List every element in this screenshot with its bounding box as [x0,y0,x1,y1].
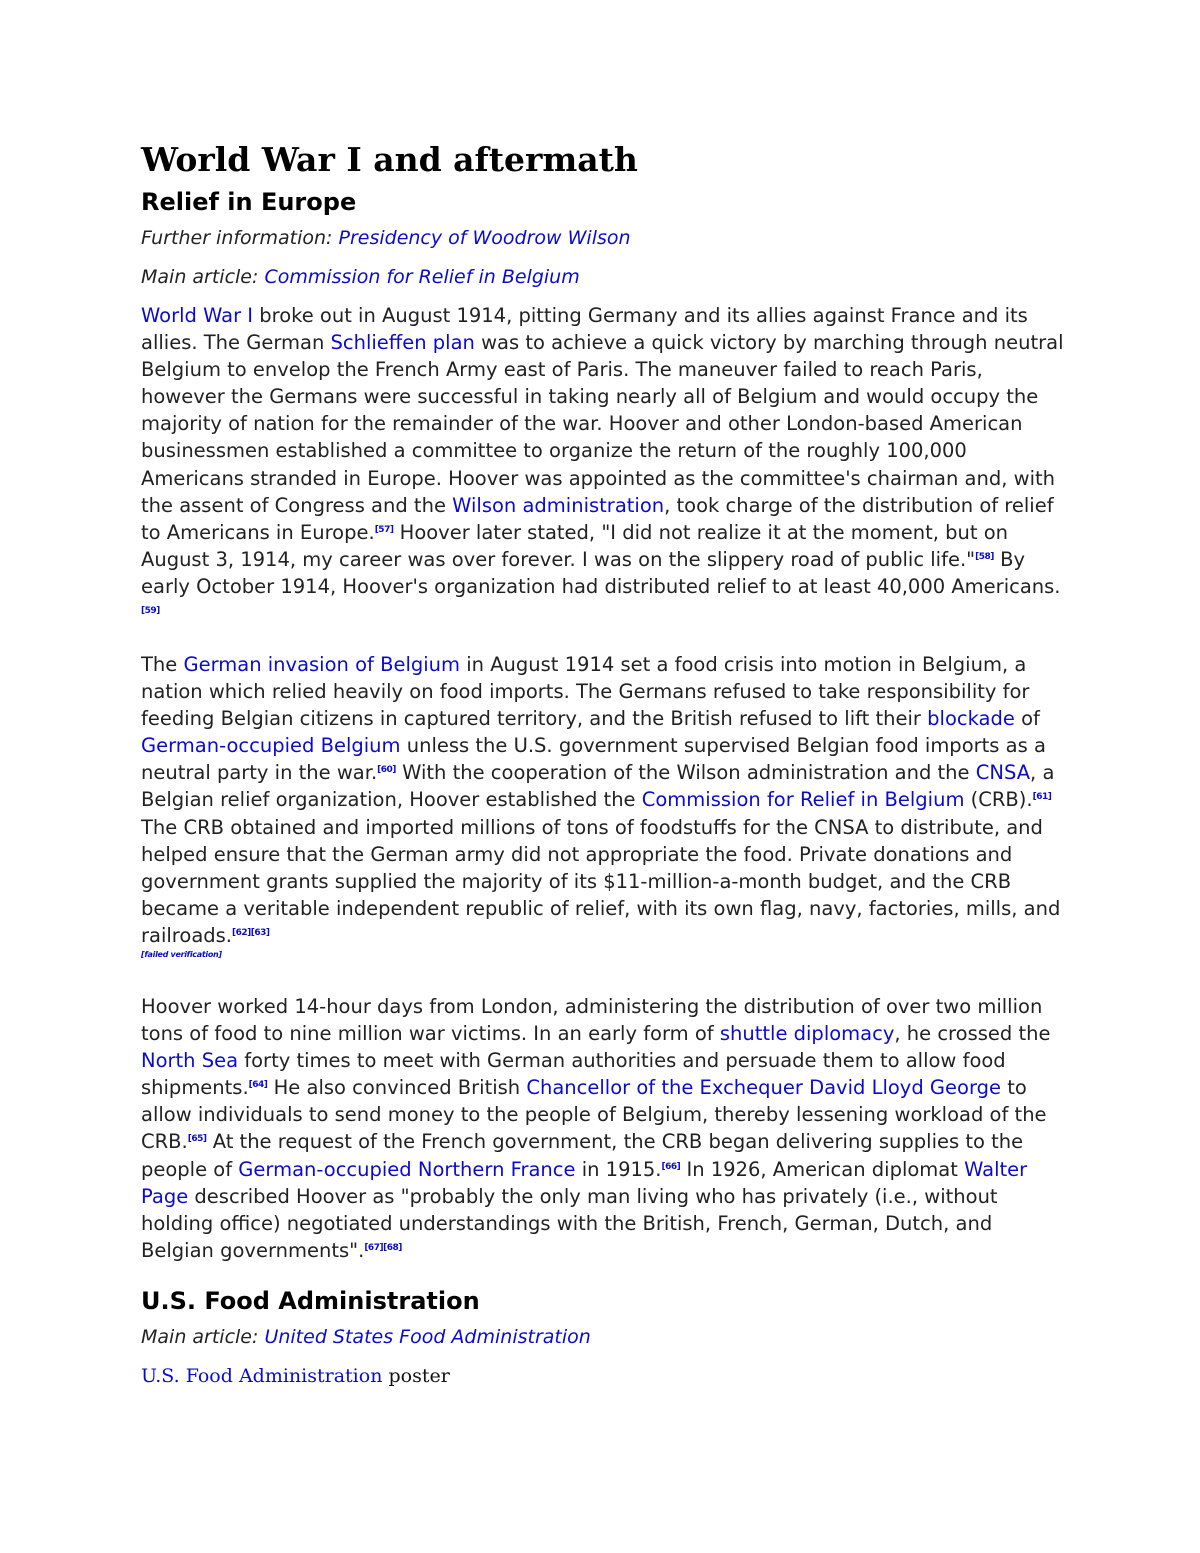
text: unless the U.S. government supervised Belgian food imports as a neutral party in the war. [141,734,1046,785]
text: With the cooperation of the Wilson administration and the [395,761,976,785]
text: At the request of the French government, the CRB began delivering supplies to the people of [141,1130,1024,1181]
link-north-sea[interactable]: North Sea [141,1049,239,1073]
reference-link[interactable]: [61] [1032,792,1052,803]
text: was to achieve a quick victory by marching through neutral Belgium to envelop the French Army east of Paris. The maneuver failed to reach Paris, however the Germans were successful in taking nearly all of Belgium and would occupy the majority of nation for the remainder of the war. Hoover and other London-based American businessmen established a committee to organize the return of the roughly 100,000 Americans stranded in Europe. Hoover was appointed as the committee's chairman and, with the assent of Congress and the [141,331,1064,517]
text: in 1915. [575,1157,662,1181]
text: (CRB). [964,788,1033,812]
link-presidency-woodrow-wilson[interactable]: Presidency of Woodrow Wilson [338,227,631,249]
reference-link[interactable]: [65] [187,1134,207,1145]
text: The CRB obtained and imported millions of tons of foodstuffs for the CNSA to distribute, and helped ensure that the German army did not appropriate the food. Private donations and government grants supplied the majority of its $11-million-a-month budget, and the CRB became a veritable independent republic of relief, with its own flag, navy, factories, mills, and railroads. [141,815,1061,947]
reference-link[interactable]: [67] [364,1242,384,1253]
image-caption [141,1363,450,1389]
reference-link[interactable]: [57] [374,524,394,535]
paragraph-2 [141,651,1066,961]
failed-verification-tag[interactable]: [failed verification] [141,950,222,960]
text: Hoover worked 14-hour days from London, administering the distribution of over two million tons of food to nine million war victims. In an early form of [141,995,1043,1046]
text: Hoover later stated, "I did not realize it at the moment, but on August 3, 1914, my career was over forever. I was on the slippery road of public life." [141,520,1008,571]
text: By early October 1914, Hoover's organization had distributed relief to at least 40,000 Americans. [141,547,1061,598]
main-article-hatnote [141,1324,591,1350]
text: He also convinced British [267,1076,527,1100]
hatnote-label: Main article: [141,266,259,288]
reference-link[interactable]: [60] [377,765,396,776]
text: , a Belgian relief organization, Hoover established the [141,761,1055,812]
link-wilson-administration[interactable]: Wilson administration [452,493,665,517]
further-information-hatnote [141,225,631,251]
page-title: World War I and aftermath [141,140,638,179]
link-cnsa[interactable]: CNSA [975,761,1031,785]
reference-link[interactable]: [59] [141,606,160,617]
link-schlieffen-plan[interactable]: Schlieffen plan [330,331,475,355]
reference-link[interactable]: [68] [383,1242,402,1253]
reference-link[interactable]: [62] [232,927,251,938]
link-commission-relief-belgium[interactable]: Commission for Relief in Belgium [264,266,580,288]
section-heading-relief: Relief in Europe [141,188,357,216]
reference-link[interactable]: [66] [661,1161,681,1172]
caption-text: poster [382,1365,450,1387]
reference-link[interactable]: [63] [250,927,270,938]
paragraph-1 [141,302,1066,627]
link-world-war-i[interactable]: World War I [141,304,254,327]
link-shuttle-diplomacy[interactable]: shuttle diplomacy [719,1022,895,1046]
text: , took charge of the distribution of relief to Americans in Europe. [141,493,1054,544]
text: , he crossed the [894,1022,1051,1046]
link-commission-relief-belgium-inline[interactable]: Commission for Relief in Belgium [641,788,965,812]
text: in August 1914 set a food crisis into motion in Belgium, a nation which relied heavily on food imports. The Germans refused to take responsibility for feeding Belgian citizens in captured territory, and the British refused to lift their [141,653,1030,731]
section-heading-food-administration: U.S. Food Administration [141,1287,480,1315]
text: of [1014,707,1040,731]
text: described Hoover as "probably the only man living who has privately (i.e., without holding office) negotiated understandings with the British, French, German, Dutch, and Belgian governments". [141,1184,998,1262]
text: In 1926, American diplomat [680,1157,965,1181]
link-blockade[interactable]: blockade [927,707,1015,731]
text: The [141,653,184,676]
paragraph-3 [141,993,1066,1264]
text: broke out in August 1914, pitting Germany and its allies against France and its allies. The German [141,304,1028,355]
text: to allow individuals to send money to the people of Belgium, thereby lessening workload of the CRB. [141,1076,1047,1154]
reference-link[interactable]: [58] [975,551,994,562]
link-german-occupied-northern-france[interactable]: German-occupied Northern France [238,1157,576,1181]
link-chancellor-lloyd-george[interactable]: Chancellor of the Exchequer David Lloyd George [526,1076,1002,1100]
link-german-invasion-belgium[interactable]: German invasion of Belgium [183,653,461,676]
hatnote-label: Further information: [141,227,333,249]
link-german-occupied-belgium[interactable]: German-occupied Belgium [141,734,401,758]
link-walter-page[interactable]: Walter Page [141,1157,1028,1208]
link-united-states-food-administration[interactable]: United States Food Administration [264,1326,591,1348]
text: forty times to meet with German authorities and persuade them to allow food shipments. [141,1049,1006,1100]
hatnote-label: Main article: [141,1326,259,1348]
reference-link[interactable]: [64] [248,1080,268,1091]
main-article-hatnote [141,264,580,290]
link-food-administration-caption[interactable]: U.S. Food Administration [141,1365,383,1387]
